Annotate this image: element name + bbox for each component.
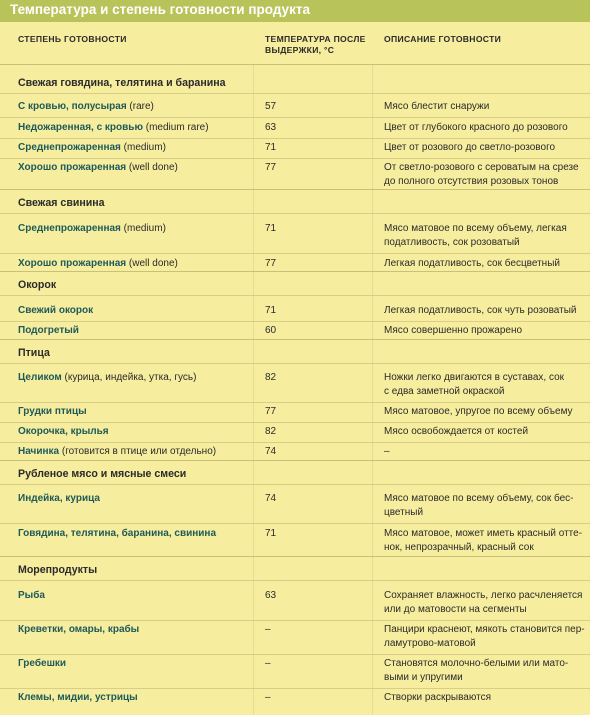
section-title: Окорок — [18, 279, 57, 291]
doneness-cell — [18, 527, 253, 541]
description-cell — [384, 657, 590, 685]
section-title-rule — [0, 213, 590, 214]
header-temperature-line2: ВЫДЕРЖКИ, °С — [265, 45, 335, 55]
doneness-name: Начинка — [18, 446, 60, 457]
description-line: Мясо матовое, упругое по всему объему — [384, 406, 573, 417]
description-line: Створки раскрываются — [384, 692, 492, 703]
description-cell — [384, 371, 590, 399]
temperature-cell: – — [265, 658, 271, 669]
doneness-name: Недожаренная, с кровью — [18, 122, 143, 133]
doneness-cell — [18, 371, 253, 385]
section-title-rule — [0, 363, 590, 364]
description-line: Мясо матовое по всему объему, сок бес- — [384, 493, 574, 504]
description-line: Мясо блестит снаружи — [384, 101, 490, 112]
temperature-cell: 77 — [265, 406, 277, 417]
row-divider — [0, 402, 590, 403]
doneness-name: Подогретый — [18, 325, 79, 336]
doneness-cell — [18, 492, 253, 506]
temperature-cell: 63 — [265, 122, 277, 133]
description-line: Сохраняет влажность, легко расчленяется — [384, 590, 583, 601]
doneness-cell — [18, 222, 253, 236]
description-cell — [384, 623, 590, 651]
doneness-name: Гребешки — [18, 658, 67, 669]
doneness-cell — [18, 589, 253, 603]
description-line: Легкая податливость, сок бесцветный — [384, 258, 560, 269]
description-line: нок, непрозрачный, красный сок — [384, 542, 534, 553]
section-divider — [0, 271, 590, 272]
doneness-note: (rare) — [126, 101, 154, 112]
doneness-cell — [18, 121, 253, 135]
doneness-name: Говядина, телятина, баранина, свинина — [18, 528, 217, 539]
description-cell — [384, 492, 590, 520]
description-line: цветный — [384, 507, 424, 518]
doneness-cell — [18, 691, 253, 705]
description-cell — [384, 222, 590, 250]
description-line: податливость, сок розоватый — [384, 237, 520, 248]
doneness-note: (well done) — [126, 258, 178, 269]
section-title: Свежая говядина, телятина и баранина — [18, 77, 226, 89]
doneness-note: (medium) — [120, 142, 166, 153]
section-title: Морепродукты — [18, 564, 98, 576]
doneness-note: (well done) — [126, 162, 178, 173]
doneness-cell — [18, 623, 253, 637]
section-title-rule — [0, 93, 590, 94]
row-divider — [0, 158, 590, 159]
description-cell — [384, 589, 590, 617]
description-line: Ножки легко двигаются в суставах, сок — [384, 372, 565, 383]
temperature-cell: 74 — [265, 493, 277, 504]
doneness-note: (курица, индейка, утка, гусь) — [61, 372, 197, 383]
description-line: ламутрово-матовой — [384, 638, 476, 649]
row-divider — [0, 253, 590, 254]
description-cell — [384, 425, 590, 439]
doneness-name: Среднепрожаренная — [18, 223, 121, 234]
section-title: Рубленое мясо и мясные смеси — [18, 468, 187, 480]
row-divider — [0, 138, 590, 139]
section-title-rule — [0, 484, 590, 485]
header-doneness: СТЕПЕНЬ ГОТОВНОСТИ — [18, 34, 127, 44]
description-cell — [384, 141, 590, 155]
row-divider — [0, 688, 590, 689]
doneness-name: Целиком — [18, 372, 62, 383]
row-divider — [0, 442, 590, 443]
row-divider — [0, 654, 590, 655]
temperature-cell: 63 — [265, 590, 277, 601]
doneness-cell — [18, 324, 253, 338]
description-cell — [384, 304, 590, 318]
row-divider — [0, 117, 590, 118]
description-line: с едва заметной окраской — [384, 386, 505, 397]
description-line: Цвет от глубокого красного до розового — [384, 122, 568, 133]
temperature-cell: 82 — [265, 426, 277, 437]
temperature-cell: 57 — [265, 101, 277, 112]
description-line: От светло-розового с сероватым на срезе — [384, 162, 579, 173]
doneness-name: Клемы, мидии, устрицы — [18, 692, 138, 703]
description-line: Становятся молочно-белыми или мато- — [384, 658, 569, 669]
doneness-note: (medium) — [120, 223, 166, 234]
doneness-note: (medium rare) — [142, 122, 209, 133]
doneness-name: Хорошо прожаренная — [18, 258, 127, 269]
doneness-cell — [18, 425, 253, 439]
doneness-note: (готовится в птице или отдельно) — [59, 446, 217, 457]
section-divider — [0, 460, 590, 461]
description-line: – — [384, 446, 390, 457]
section-title-rule — [0, 295, 590, 296]
description-cell — [384, 405, 590, 419]
section-divider — [0, 339, 590, 340]
doneness-cell — [18, 405, 253, 419]
temperature-cell: – — [265, 692, 271, 703]
temperature-cell: 77 — [265, 258, 277, 269]
doneness-cell — [18, 161, 253, 175]
temperature-cell: 71 — [265, 223, 277, 234]
description-line: или до матовости на сегменты — [384, 604, 527, 615]
description-cell — [384, 324, 590, 338]
row-divider — [0, 620, 590, 621]
section-divider — [0, 556, 590, 557]
description-cell — [384, 100, 590, 114]
description-cell — [384, 161, 590, 189]
temperature-cell: 71 — [265, 142, 277, 153]
doneness-name: Хорошо прожаренная — [18, 162, 127, 173]
description-line: Мясо матовое, может иметь красный отте- — [384, 528, 583, 539]
temperature-cell: 71 — [265, 305, 277, 316]
description-cell — [384, 257, 590, 271]
description-line: Легкая податливость, сок чуть розоватый — [384, 305, 577, 316]
doneness-cell — [18, 445, 253, 459]
doneness-name: Свежий окорок — [18, 305, 94, 316]
description-cell — [384, 121, 590, 135]
temperature-cell: 60 — [265, 325, 277, 336]
section-divider — [0, 189, 590, 190]
description-line: Мясо матовое по всему объему, легкая — [384, 223, 567, 234]
section-title-rule — [0, 580, 590, 581]
header-temperature — [265, 34, 366, 56]
header-temperature-line1: ТЕМПЕРАТУРА ПОСЛЕ — [265, 34, 366, 44]
title-bar — [0, 0, 590, 22]
row-divider — [0, 422, 590, 423]
doneness-name: Среднепрожаренная — [18, 142, 121, 153]
row-divider — [0, 523, 590, 524]
doneness-name: Индейка, курица — [18, 493, 100, 504]
doneness-name: Креветки, омары, крабы — [18, 624, 140, 635]
doneness-cell — [18, 257, 253, 271]
description-cell — [384, 691, 590, 705]
header-description: ОПИСАНИЕ ГОТОВНОСТИ — [384, 34, 502, 44]
doneness-cell — [18, 657, 253, 671]
header-divider — [0, 64, 590, 65]
column-divider-2 — [372, 65, 373, 715]
section-title: Птица — [18, 347, 50, 359]
temperature-cell: 77 — [265, 162, 277, 173]
temperature-cell: 71 — [265, 528, 277, 539]
doneness-name: Грудки птицы — [18, 406, 87, 417]
description-cell — [384, 527, 590, 555]
temperature-cell: 74 — [265, 446, 277, 457]
row-divider — [0, 321, 590, 322]
temperature-cell: – — [265, 624, 271, 635]
description-line: Панцири краснеют, мякоть становится пер- — [384, 624, 585, 635]
description-line: Мясо освобождается от костей — [384, 426, 529, 437]
description-cell — [384, 445, 590, 459]
description-line: Цвет от розового до светло-розового — [384, 142, 556, 153]
doneness-cell — [18, 100, 253, 114]
doneness-name: Рыба — [18, 590, 45, 601]
description-line: выми и упругими — [384, 672, 463, 683]
column-divider-1 — [253, 65, 254, 715]
doneness-cell — [18, 141, 253, 155]
description-line: до полного отсутствия розовых тонов — [384, 176, 559, 187]
description-line: Мясо совершенно прожарено — [384, 325, 523, 336]
temperature-cell: 82 — [265, 372, 277, 383]
doneness-cell — [18, 304, 253, 318]
page-title: Температура и степень готовности продукта — [10, 2, 310, 17]
section-title: Свежая свинина — [18, 197, 105, 209]
doneness-name: С кровью, полусырая — [18, 101, 127, 112]
doneness-name: Окорочка, крылья — [18, 426, 109, 437]
